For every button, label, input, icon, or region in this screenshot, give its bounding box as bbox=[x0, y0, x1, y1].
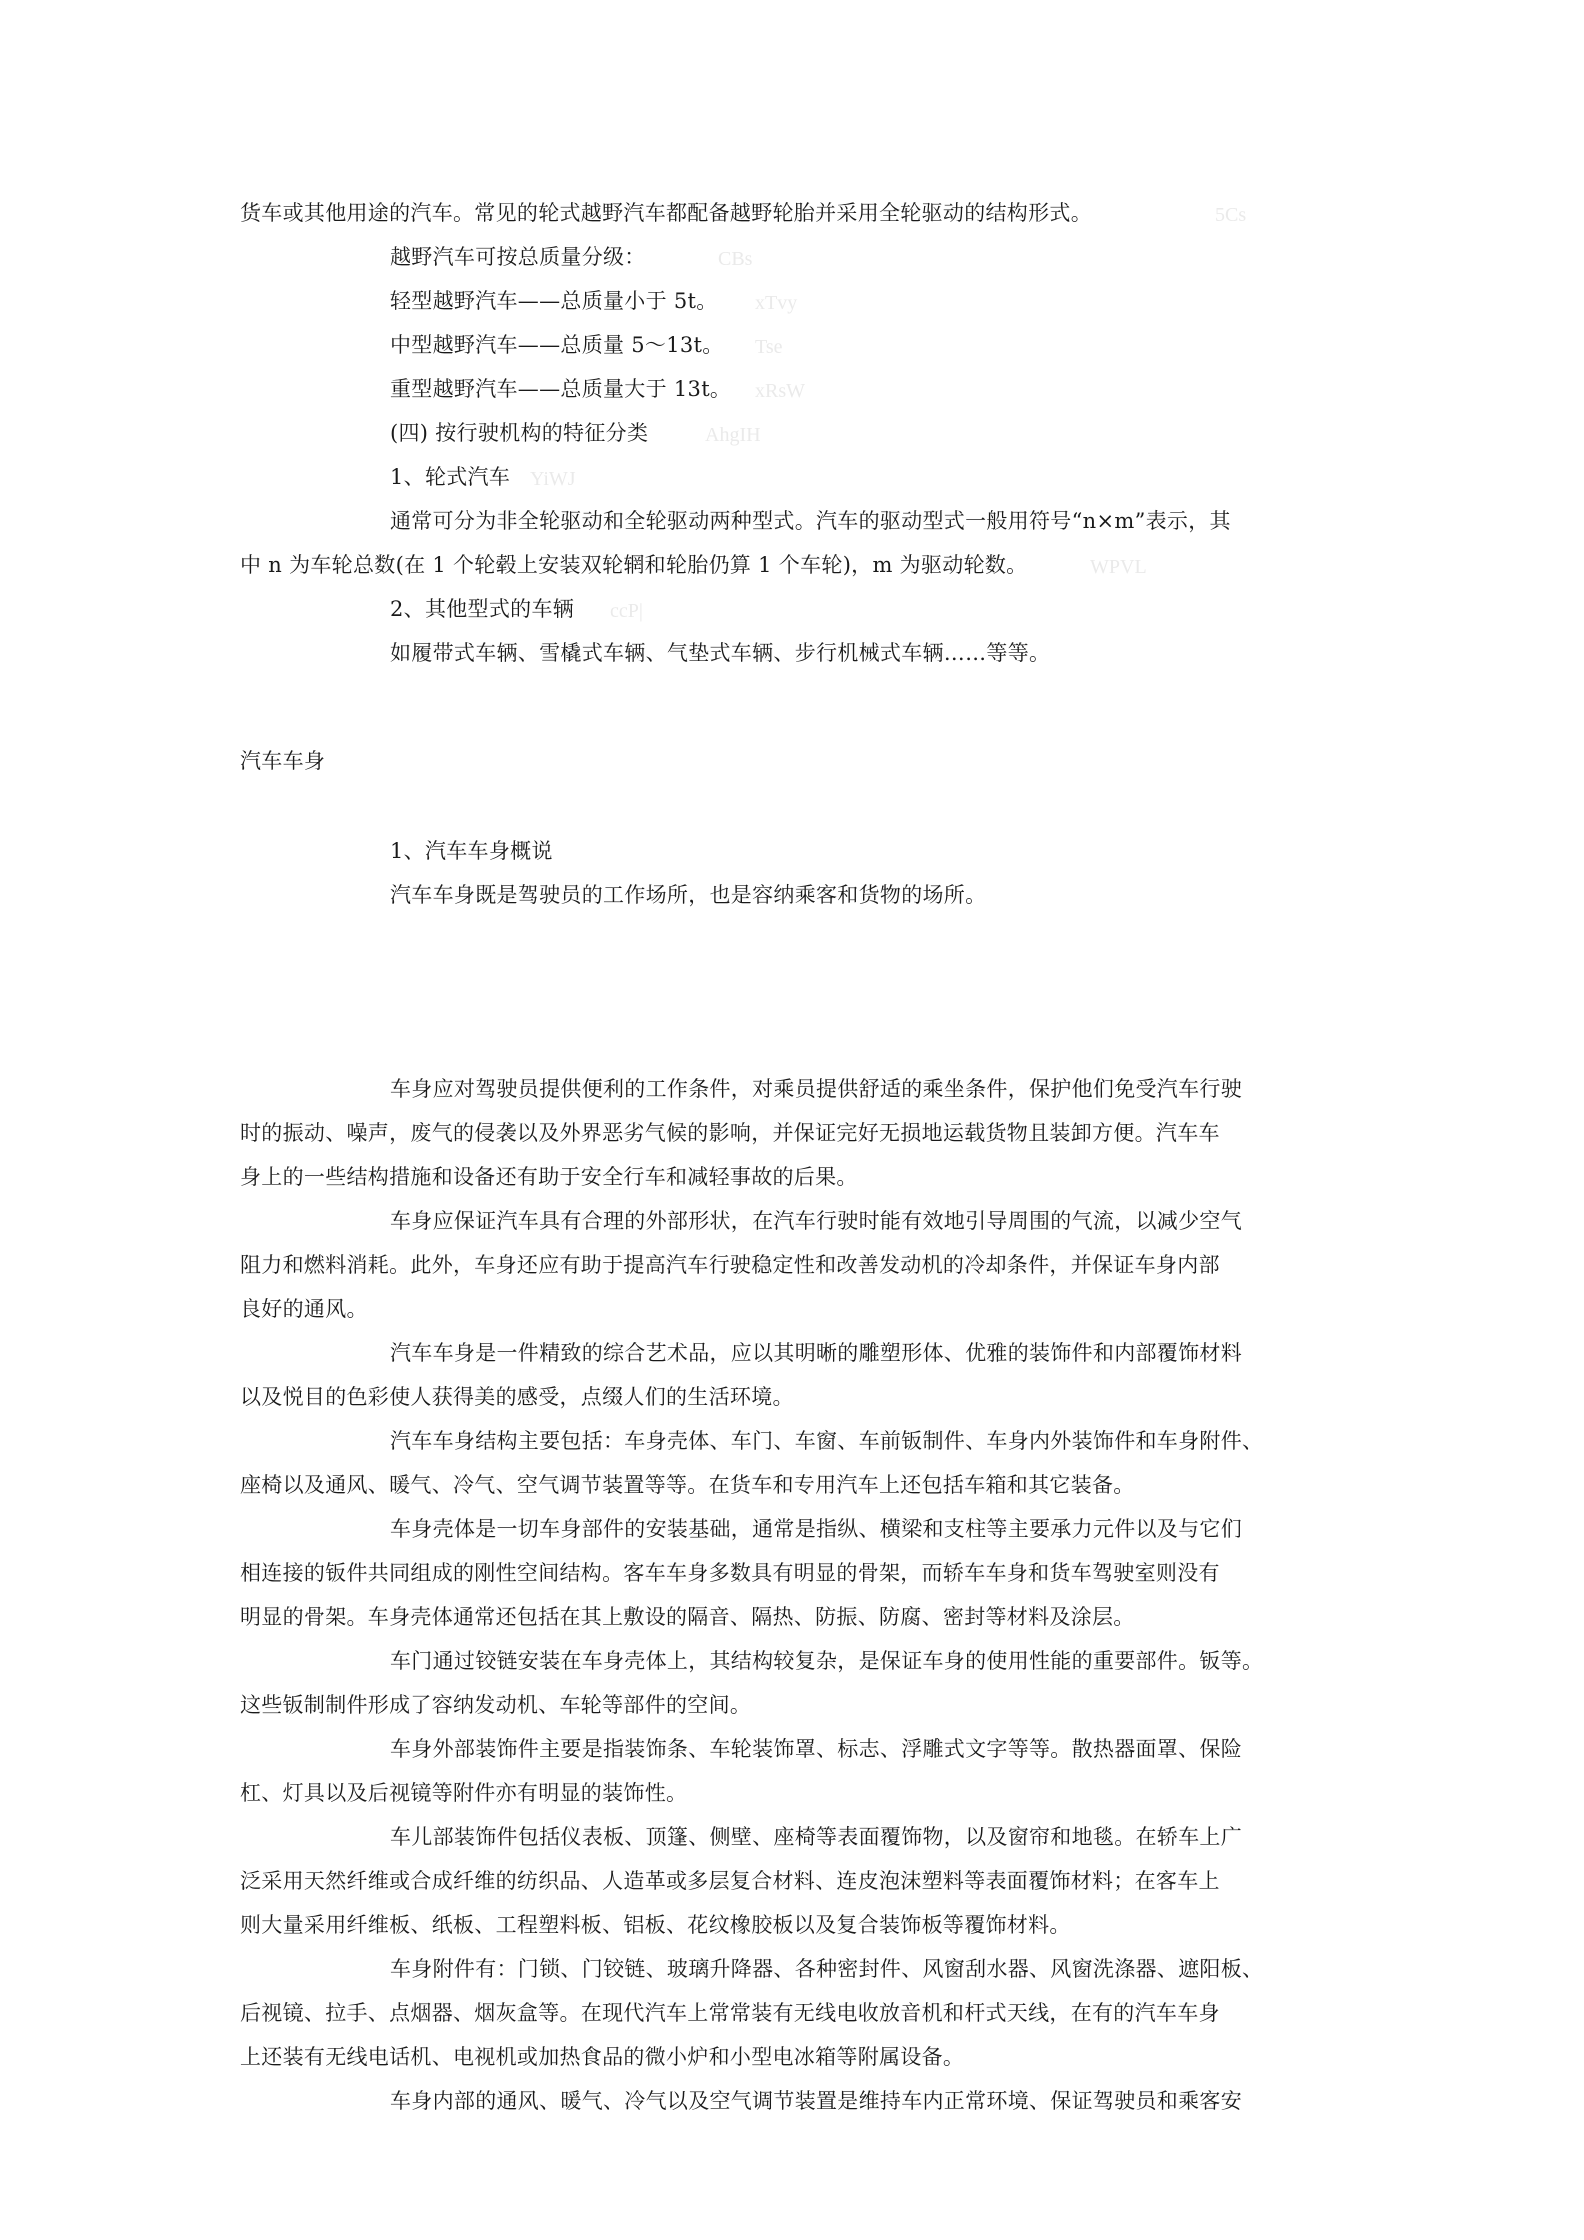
body-line: 货车或其他用途的汽车。常见的轮式越野汽车都配备越野轮胎并采用全轮驱动的结构形式。 bbox=[240, 201, 1092, 225]
watermark-text: AhgIH bbox=[705, 424, 761, 446]
body-line: 重型越野汽车——总质量大于 13t。 bbox=[390, 377, 732, 401]
body-line: 后视镜、拉手、点烟器、烟灰盒等。在现代汽车上常常装有无线电收放音机和杆式天线，在有的汽车车身 bbox=[240, 2001, 1220, 2025]
body-line: 这些钣制制件形成了容纳发动机、车轮等部件的空间。 bbox=[240, 1693, 752, 1717]
body-line: 良好的通风。 bbox=[240, 1297, 368, 1321]
watermark-text: xRsW bbox=[755, 380, 805, 402]
watermark-text: Tse bbox=[755, 336, 783, 358]
body-line: 如履带式车辆、雪橇式车辆、气垫式车辆、步行机械式车辆……等等。 bbox=[390, 641, 1051, 665]
body-line: 车身附件有：门锁、门铰链、玻璃升降器、各种密封件、风窗刮水器、风窗洗涤器、遮阳板、 bbox=[390, 1957, 1264, 1981]
body-line: 汽车车身既是驾驶员的工作场所，也是容纳乘客和货物的场所。 bbox=[390, 883, 987, 907]
body-line: 轻型越野汽车——总质量小于 5t。 bbox=[390, 289, 718, 313]
body-line: 越野汽车可按总质量分级： bbox=[390, 245, 646, 269]
body-line: 汽车车身是一件精致的综合艺术品，应以其明晰的雕塑形体、优雅的装饰件和内部覆饰材料 bbox=[390, 1341, 1242, 1365]
body-line: 明显的骨架。车身壳体通常还包括在其上敷设的隔音、隔热、防振、防腐、密封等材料及涂层。 bbox=[240, 1605, 1135, 1629]
body-line: 1、轮式汽车 bbox=[390, 465, 511, 489]
watermark-text: 5Cs bbox=[1215, 204, 1247, 226]
section-subtitle: 1、汽车车身概说 bbox=[390, 839, 553, 863]
body-line: 车门通过铰链安装在车身壳体上，其结构较复杂，是保证车身的使用性能的重要部件。钣等。 bbox=[390, 1649, 1264, 1673]
watermark-text: xTvy bbox=[755, 292, 798, 314]
body-line: 车身应对驾驶员提供便利的工作条件，对乘员提供舒适的乘坐条件，保护他们免受汽车行驶 bbox=[390, 1077, 1242, 1101]
section-title: 汽车车身 bbox=[240, 749, 326, 773]
body-line: 相连接的钣件共同组成的刚性空间结构。客车车身多数具有明显的骨架，而轿车车身和货车驾驶室则没有 bbox=[240, 1561, 1220, 1585]
watermark-text: CBs bbox=[718, 248, 753, 270]
body-line: 车身壳体是一切车身部件的安装基础，通常是指纵、横梁和支柱等主要承力元件以及与它们 bbox=[390, 1517, 1242, 1541]
body-line: 身上的一些结构措施和设备还有助于安全行车和减轻事故的后果。 bbox=[240, 1165, 858, 1189]
body-line: 泛采用天然纤维或合成纤维的纺织品、人造革或多层复合材料、连皮泡沫塑料等表面覆饰材料；在客车上 bbox=[240, 1869, 1220, 1893]
body-line: 车身应保证汽车具有合理的外部形状，在汽车行驶时能有效地引导周围的气流，以减少空气 bbox=[390, 1209, 1242, 1233]
body-line: 车身内部的通风、暖气、冷气以及空气调节装置是维持车内正常环境、保证驾驶员和乘客安 bbox=[390, 2089, 1242, 2113]
body-line: 上还装有无线电话机、电视机或加热食品的微小炉和小型电冰箱等附属设备。 bbox=[240, 2045, 965, 2069]
body-line: 以及悦目的色彩使人获得美的感受，点缀人们的生活环境。 bbox=[240, 1385, 794, 1409]
body-line: 时的振动、噪声，废气的侵袭以及外界恶劣气候的影响，并保证完好无损地运载货物且装卸方便。汽车车 bbox=[240, 1121, 1220, 1145]
body-line: (四) 按行驶机构的特征分类 bbox=[390, 421, 649, 445]
body-line: 座椅以及通风、暖气、冷气、空气调节装置等等。在货车和专用汽车上还包括车箱和其它装备。 bbox=[240, 1473, 1135, 1497]
body-line: 中型越野汽车——总质量 5～13t。 bbox=[390, 333, 724, 357]
body-line: 车儿部装饰件包括仪表板、顶篷、侧壁、座椅等表面覆饰物，以及窗帘和地毯。在轿车上广 bbox=[390, 1825, 1242, 1849]
body-line: 阻力和燃料消耗。此外，车身还应有助于提高汽车行驶稳定性和改善发动机的冷却条件，并保证车身内部 bbox=[240, 1253, 1220, 1277]
body-line: 则大量采用纤维板、纸板、工程塑料板、铝板、花纹橡胶板以及复合装饰板等覆饰材料。 bbox=[240, 1913, 1071, 1937]
watermark-text: YiWJ bbox=[530, 468, 576, 490]
body-line: 通常可分为非全轮驱动和全轮驱动两种型式。汽车的驱动型式一般用符号“n×m”表示，其 bbox=[390, 509, 1231, 533]
body-line: 车身外部装饰件主要是指装饰条、车轮装饰罩、标志、浮雕式文字等等。散热器面罩、保险 bbox=[390, 1737, 1242, 1761]
watermark-text: WPVL bbox=[1090, 556, 1147, 578]
watermark-text: ccP| bbox=[610, 600, 643, 622]
body-line: 汽车车身结构主要包括：车身壳体、车门、车窗、车前钣制件、车身内外装饰件和车身附件、 bbox=[390, 1429, 1264, 1453]
body-line: 杠、灯具以及后视镜等附件亦有明显的装饰性。 bbox=[240, 1781, 688, 1805]
body-line: 中 n 为车轮总数(在 1 个轮毂上安装双轮辋和轮胎仍算 1 个车轮)，m 为驱动轮数。 bbox=[240, 553, 1028, 577]
body-line: 2、其他型式的车辆 bbox=[390, 597, 575, 621]
